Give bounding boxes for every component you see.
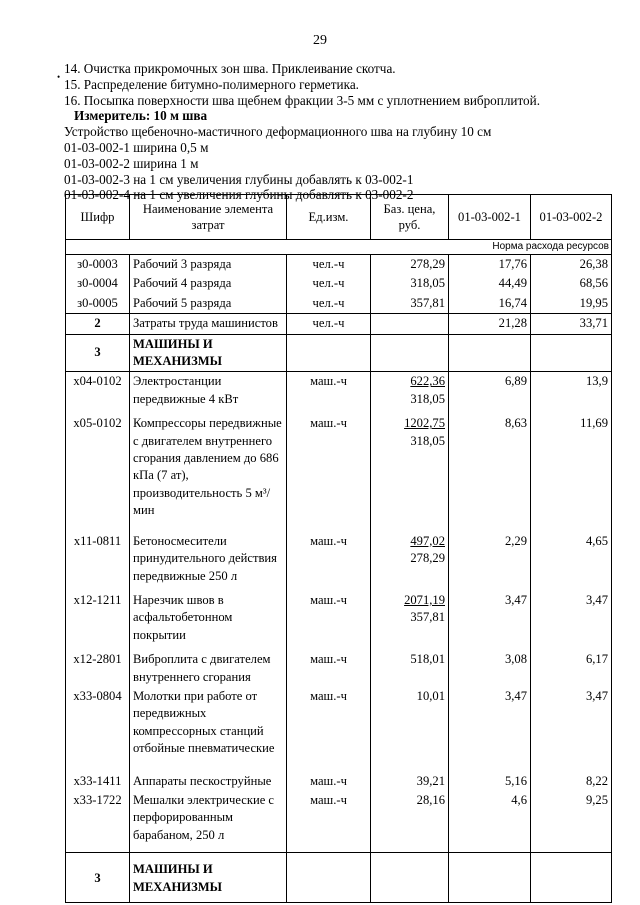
- price-secondary: 357,81: [410, 610, 445, 625]
- section-row: [66, 853, 612, 903]
- section-empty: [371, 853, 449, 903]
- section-code: 3: [66, 853, 130, 903]
- labor-value-2: 33,71: [531, 314, 612, 334]
- row-name: Компрессоры передвижные с двигателем внутреннего сгорания давлением до 686 кПа (7 ат), производительность 5 м³/мин: [130, 409, 287, 520]
- row-value-2: 4,65: [531, 521, 612, 586]
- section-title: МАШИНЫ И МЕХАНИЗМЫ: [130, 853, 287, 903]
- row-unit: маш.-ч: [287, 586, 371, 645]
- row-unit: маш.-ч: [287, 791, 371, 853]
- row-price: 39,21: [371, 759, 449, 791]
- row-unit: маш.-ч: [287, 645, 371, 687]
- intro-line: 16. Посыпка поверхности шва щебнем фракции 3-5 мм с уплотнением виброплитой.: [64, 92, 541, 108]
- description-line: 01-03-002-1 ширина 0,5 м: [64, 139, 209, 155]
- row-code: х33-1722: [66, 791, 130, 853]
- labor-code: 2: [66, 314, 130, 334]
- table-row: [66, 294, 612, 314]
- row-unit: маш.-ч: [287, 759, 371, 791]
- table-row: [66, 791, 612, 853]
- row-unit: маш.-ч: [287, 687, 371, 759]
- table-row: [66, 586, 612, 645]
- table-row: [66, 255, 612, 275]
- row-code: х04-0102: [66, 372, 130, 409]
- row-code: х05-0102: [66, 409, 130, 520]
- row-name: Бетоносмесители принудительного действия передвижные 250 л: [130, 521, 287, 586]
- row-value-2: 8,22: [531, 759, 612, 791]
- meter-label: Измеритель: 10 м шва: [74, 108, 208, 124]
- row-code: з0-0003: [66, 255, 130, 275]
- row-price: [371, 521, 449, 586]
- section-code: 3: [66, 334, 130, 372]
- row-unit: маш.-ч: [287, 409, 371, 520]
- row-code: з0-0004: [66, 274, 130, 293]
- description-line: Устройство щебеночно-мастичного деформационного шва на глубину 10 см: [64, 124, 492, 140]
- header-unit: Ед.изм.: [287, 195, 371, 240]
- row-price: 28,16: [371, 791, 449, 853]
- row-code: х11-0811: [66, 521, 130, 586]
- row-value-2: 13,9: [531, 372, 612, 409]
- row-name: Рабочий 5 разряда: [130, 294, 287, 314]
- row-value-1: 3,08: [449, 645, 531, 687]
- row-unit: чел.-ч: [287, 294, 371, 314]
- table-header-row: [66, 195, 612, 240]
- table-row: [66, 759, 612, 791]
- row-price: 318,05: [371, 274, 449, 293]
- row-name: Электростанции передвижные 4 кВт: [130, 372, 287, 409]
- row-value-1: 6,89: [449, 372, 531, 409]
- row-value-1: 4,6: [449, 791, 531, 853]
- header-price: Баз. цена, руб.: [371, 195, 449, 240]
- row-value-2: 9,25: [531, 791, 612, 853]
- labor-name: Затраты труда машинистов: [130, 314, 287, 334]
- row-unit: маш.-ч: [287, 521, 371, 586]
- row-value-1: 5,16: [449, 759, 531, 791]
- row-unit: чел.-ч: [287, 255, 371, 275]
- row-name: Аппараты пескоструйные: [130, 759, 287, 791]
- norm-row: [66, 240, 612, 255]
- page-number: 29: [313, 33, 327, 48]
- description-line: 01-03-002-4 на 1 см увеличения глубины добавлять к 03-002-2: [64, 187, 414, 203]
- intro-text: [64, 61, 624, 203]
- row-price: 357,81: [371, 294, 449, 314]
- description-line: 01-03-002-3 на 1 см увеличения глубины добавлять к 03-002-1: [64, 171, 414, 187]
- row-code: з0-0005: [66, 294, 130, 314]
- price-main: 497,02: [410, 533, 445, 548]
- table-row: [66, 521, 612, 586]
- row-value-1: 2,29: [449, 521, 531, 586]
- row-price: 10,01: [371, 687, 449, 759]
- row-value-2: 3,47: [531, 687, 612, 759]
- section-empty: [531, 334, 612, 372]
- section-empty: [287, 853, 371, 903]
- table-row: [66, 409, 612, 520]
- labor-price: [371, 314, 449, 334]
- section-empty: [531, 853, 612, 903]
- row-value-2: 11,69: [531, 409, 612, 520]
- table-row: [66, 372, 612, 409]
- row-unit: маш.-ч: [287, 372, 371, 409]
- row-unit: чел.-ч: [287, 274, 371, 293]
- section-empty: [449, 853, 531, 903]
- header-code: Шифр: [66, 195, 130, 240]
- labor-unit: чел.-ч: [287, 314, 371, 334]
- row-name: Рабочий 3 разряда: [130, 255, 287, 275]
- row-value-1: 3,47: [449, 586, 531, 645]
- intro-line: 15. Распределение битумно-полимерного герметика.: [64, 76, 359, 92]
- row-value-2: 26,38: [531, 255, 612, 275]
- row-name: Молотки при работе от передвижных компрессорных станций отбойные пневматические: [130, 687, 287, 759]
- row-value-2: 68,56: [531, 274, 612, 293]
- section-empty: [371, 334, 449, 372]
- header-name: Наименование элемента затрат: [130, 195, 287, 240]
- row-price: [371, 586, 449, 645]
- price-secondary: 318,05: [410, 433, 445, 448]
- row-value-2: 19,95: [531, 294, 612, 314]
- row-name: Мешалки электрические с перфорированным барабаном, 250 л: [130, 791, 287, 853]
- description-line: 01-03-002-2 ширина 1 м: [64, 155, 199, 171]
- intro-line: 14. Очистка прикромочных зон шва. Приклеивание скотча.: [64, 61, 396, 76]
- price-main: 2071,19: [404, 592, 445, 607]
- row-price: 518,01: [371, 645, 449, 687]
- norm-label: Норма расхода ресурсов: [66, 240, 612, 255]
- row-value-2: 3,47: [531, 586, 612, 645]
- row-value-1: 16,74: [449, 294, 531, 314]
- resource-table: [65, 194, 612, 903]
- row-code: х12-1211: [66, 586, 130, 645]
- section-title: МАШИНЫ И МЕХАНИЗМЫ: [130, 334, 287, 372]
- row-value-1: 8,63: [449, 409, 531, 520]
- labor-row: [66, 314, 612, 334]
- row-code: х33-1411: [66, 759, 130, 791]
- header-col1: 01-03-002-1: [449, 195, 531, 240]
- row-name: Виброплита с двигателем внутреннего сгорания: [130, 645, 287, 687]
- row-code: х12-2801: [66, 645, 130, 687]
- row-name: Нарезчик швов в асфальтобетонном покрытии: [130, 586, 287, 645]
- row-name: Рабочий 4 разряда: [130, 274, 287, 293]
- row-price: [371, 372, 449, 409]
- row-value-1: 44,49: [449, 274, 531, 293]
- table-row: [66, 274, 612, 293]
- table-row: [66, 645, 612, 687]
- row-price: 278,29: [371, 255, 449, 275]
- row-price: [371, 409, 449, 520]
- price-main: 622,36: [410, 374, 445, 389]
- section-empty: [287, 334, 371, 372]
- price-secondary: 318,05: [410, 391, 445, 406]
- section-empty: [449, 334, 531, 372]
- row-value-2: 6,17: [531, 645, 612, 687]
- row-code: х33-0804: [66, 687, 130, 759]
- bullet-mark: •: [57, 72, 61, 82]
- header-col2: 01-03-002-2: [531, 195, 612, 240]
- price-secondary: 278,29: [410, 551, 445, 566]
- row-value-1: 3,47: [449, 687, 531, 759]
- table-row: [66, 687, 612, 759]
- labor-value-1: 21,28: [449, 314, 531, 334]
- section-row: [66, 334, 612, 372]
- price-main: 1202,75: [404, 416, 445, 431]
- row-value-1: 17,76: [449, 255, 531, 275]
